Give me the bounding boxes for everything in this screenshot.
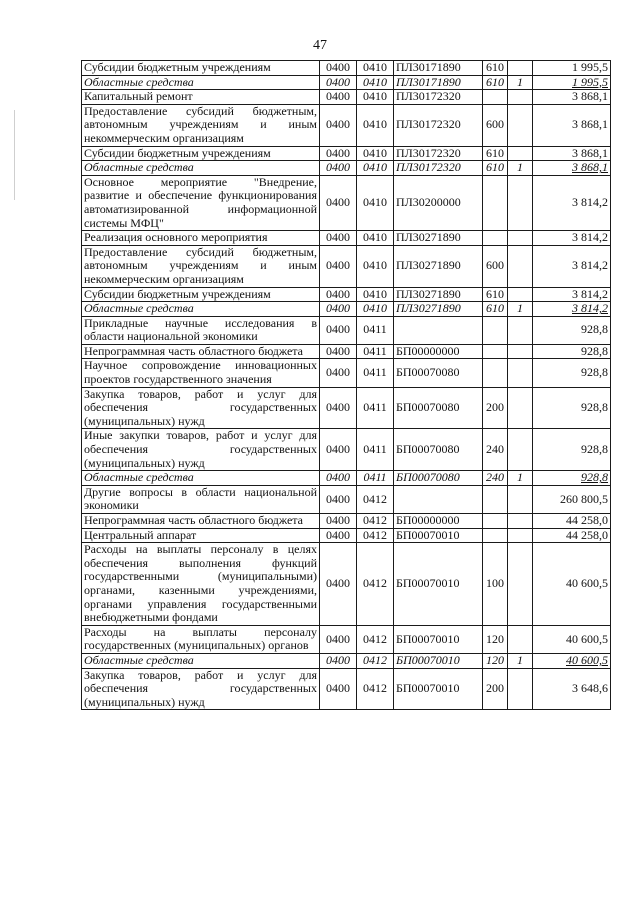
amount-cell: 928,8 xyxy=(533,387,611,429)
amount-cell: 3 648,6 xyxy=(533,668,611,710)
section-code: 0400 xyxy=(320,485,357,513)
target-article-code: ПЛ30172320 xyxy=(394,146,483,161)
row-description: Областные средства xyxy=(82,75,320,90)
funding-source-code xyxy=(508,61,533,76)
amount-cell: 3 814,2 xyxy=(533,302,611,317)
section-code: 0400 xyxy=(320,175,357,230)
section-code: 0400 xyxy=(320,528,357,543)
table-row xyxy=(82,543,611,626)
expense-type-code xyxy=(483,344,508,359)
subsection-code: 0410 xyxy=(357,302,394,317)
target-article-code: БП00070080 xyxy=(394,429,483,471)
amount-cell: 40 600,5 xyxy=(533,653,611,668)
amount-cell: 40 600,5 xyxy=(533,543,611,626)
target-article-code: БП00070080 xyxy=(394,471,483,486)
funding-source-code xyxy=(508,359,533,387)
funding-source-code xyxy=(508,104,533,146)
target-article-code: ПЛ30172320 xyxy=(394,104,483,146)
subsection-code: 0410 xyxy=(357,287,394,302)
row-description: Субсидии бюджетным учреждениям xyxy=(82,287,320,302)
expense-type-code xyxy=(483,359,508,387)
section-code: 0400 xyxy=(320,161,357,176)
target-article-code: ПЛ30171890 xyxy=(394,61,483,76)
row-description: Закупка товаров, работ и услуг для обеспечения государственных (муниципальных) нужд xyxy=(82,668,320,710)
amount-cell: 3 814,2 xyxy=(533,287,611,302)
funding-source-code: 1 xyxy=(508,471,533,486)
amount-cell: 3 814,2 xyxy=(533,245,611,287)
row-description: Основное мероприятие "Внедрение, развитие и обеспечение функционирования автоматизированной информационной системы МФЦ" xyxy=(82,175,320,230)
funding-source-code xyxy=(508,316,533,344)
amount-cell: 3 868,1 xyxy=(533,161,611,176)
section-code: 0400 xyxy=(320,344,357,359)
subsection-code: 0411 xyxy=(357,359,394,387)
funding-source-code xyxy=(508,146,533,161)
table-row xyxy=(82,625,611,653)
subsection-code: 0411 xyxy=(357,471,394,486)
section-code: 0400 xyxy=(320,429,357,471)
row-description: Непрограммная часть областного бюджета xyxy=(82,344,320,359)
funding-source-code xyxy=(508,231,533,246)
funding-source-code: 1 xyxy=(508,653,533,668)
target-article-code xyxy=(394,316,483,344)
table-row xyxy=(82,161,611,176)
expense-type-code: 120 xyxy=(483,625,508,653)
funding-source-code xyxy=(508,344,533,359)
section-code: 0400 xyxy=(320,359,357,387)
row-description: Капитальный ремонт xyxy=(82,90,320,105)
subsection-code: 0411 xyxy=(357,429,394,471)
amount-cell: 3 868,1 xyxy=(533,104,611,146)
subsection-code: 0410 xyxy=(357,245,394,287)
table-row xyxy=(82,90,611,105)
section-code: 0400 xyxy=(320,75,357,90)
target-article-code: БП00000000 xyxy=(394,344,483,359)
funding-source-code xyxy=(508,245,533,287)
target-article-code: БП00070080 xyxy=(394,359,483,387)
table-row xyxy=(82,387,611,429)
amount-cell: 40 600,5 xyxy=(533,625,611,653)
section-code: 0400 xyxy=(320,61,357,76)
page-number: 47 xyxy=(313,38,327,53)
table-row xyxy=(82,75,611,90)
expense-type-code: 600 xyxy=(483,245,508,287)
row-description: Иные закупки товаров, работ и услуг для обеспечения государственных (муниципальных) нужд xyxy=(82,429,320,471)
expense-type-code: 240 xyxy=(483,429,508,471)
section-code: 0400 xyxy=(320,316,357,344)
amount-cell: 1 995,5 xyxy=(533,61,611,76)
row-description: Предоставление субсидий бюджетным, автономным учреждениям и иным некоммерческим организациям xyxy=(82,104,320,146)
subsection-code: 0410 xyxy=(357,104,394,146)
amount-cell: 3 868,1 xyxy=(533,146,611,161)
amount-cell: 1 995,5 xyxy=(533,75,611,90)
expense-type-code: 120 xyxy=(483,653,508,668)
expense-type-code: 610 xyxy=(483,287,508,302)
expense-type-code: 610 xyxy=(483,75,508,90)
row-description: Непрограммная часть областного бюджета xyxy=(82,514,320,529)
expense-type-code: 610 xyxy=(483,302,508,317)
margin-mark xyxy=(14,110,15,200)
amount-cell: 44 258,0 xyxy=(533,514,611,529)
funding-source-code xyxy=(508,485,533,513)
target-article-code: ПЛ30271890 xyxy=(394,231,483,246)
target-article-code: ПЛ30172320 xyxy=(394,161,483,176)
funding-source-code: 1 xyxy=(508,161,533,176)
amount-cell: 928,8 xyxy=(533,429,611,471)
subsection-code: 0412 xyxy=(357,625,394,653)
subsection-code: 0411 xyxy=(357,316,394,344)
table-row xyxy=(82,175,611,230)
amount-cell: 260 800,5 xyxy=(533,485,611,513)
section-code: 0400 xyxy=(320,146,357,161)
expense-type-code: 100 xyxy=(483,543,508,626)
row-description: Расходы на выплаты персоналу в целях обеспечения выполнения функций государственными (муниципальными) органами, казенными учреждениями, органами управления государственными внебюджетными фондами xyxy=(82,543,320,626)
section-code: 0400 xyxy=(320,471,357,486)
target-article-code: ПЛ30171890 xyxy=(394,75,483,90)
funding-source-code xyxy=(508,90,533,105)
expense-type-code: 610 xyxy=(483,161,508,176)
table-row xyxy=(82,104,611,146)
table-row xyxy=(82,514,611,529)
funding-source-code xyxy=(508,514,533,529)
amount-cell: 928,8 xyxy=(533,359,611,387)
funding-source-code xyxy=(508,668,533,710)
funding-source-code xyxy=(508,387,533,429)
table-row xyxy=(82,302,611,317)
row-description: Научное сопровождение инновационных проектов государственного значения xyxy=(82,359,320,387)
table-row xyxy=(82,287,611,302)
row-description: Областные средства xyxy=(82,653,320,668)
table-row xyxy=(82,231,611,246)
section-code: 0400 xyxy=(320,287,357,302)
section-code: 0400 xyxy=(320,543,357,626)
target-article-code: БП00070080 xyxy=(394,387,483,429)
target-article-code: БП00000000 xyxy=(394,514,483,529)
target-article-code: ПЛ30271890 xyxy=(394,245,483,287)
subsection-code: 0412 xyxy=(357,668,394,710)
subsection-code: 0412 xyxy=(357,514,394,529)
subsection-code: 0410 xyxy=(357,90,394,105)
funding-source-code xyxy=(508,625,533,653)
funding-source-code: 1 xyxy=(508,302,533,317)
row-description: Областные средства xyxy=(82,161,320,176)
target-article-code: ПЛ30172320 xyxy=(394,90,483,105)
section-code: 0400 xyxy=(320,231,357,246)
expense-type-code: 610 xyxy=(483,146,508,161)
funding-source-code xyxy=(508,543,533,626)
funding-source-code xyxy=(508,175,533,230)
expense-type-code: 600 xyxy=(483,104,508,146)
row-description: Субсидии бюджетным учреждениям xyxy=(82,146,320,161)
target-article-code: БП00070010 xyxy=(394,528,483,543)
amount-cell: 3 814,2 xyxy=(533,231,611,246)
table-row xyxy=(82,528,611,543)
row-description: Закупка товаров, работ и услуг для обеспечения государственных (муниципальных) нужд xyxy=(82,387,320,429)
expense-type-code xyxy=(483,175,508,230)
amount-cell: 928,8 xyxy=(533,471,611,486)
row-description: Субсидии бюджетным учреждениям xyxy=(82,61,320,76)
expense-type-code: 610 xyxy=(483,61,508,76)
row-description: Расходы на выплаты персоналу государственных (муниципальных) органов xyxy=(82,625,320,653)
funding-source-code xyxy=(508,287,533,302)
expense-type-code: 200 xyxy=(483,387,508,429)
subsection-code: 0412 xyxy=(357,543,394,626)
subsection-code: 0411 xyxy=(357,344,394,359)
table-row xyxy=(82,61,611,76)
section-code: 0400 xyxy=(320,104,357,146)
amount-cell: 928,8 xyxy=(533,316,611,344)
table-row xyxy=(82,316,611,344)
subsection-code: 0410 xyxy=(357,61,394,76)
row-description: Другие вопросы в области национальной экономики xyxy=(82,485,320,513)
subsection-code: 0412 xyxy=(357,653,394,668)
subsection-code: 0410 xyxy=(357,75,394,90)
funding-source-code xyxy=(508,429,533,471)
section-code: 0400 xyxy=(320,245,357,287)
expense-type-code xyxy=(483,316,508,344)
section-code: 0400 xyxy=(320,668,357,710)
subsection-code: 0410 xyxy=(357,146,394,161)
expense-type-code xyxy=(483,514,508,529)
section-code: 0400 xyxy=(320,90,357,105)
target-article-code: ПЛ30200000 xyxy=(394,175,483,230)
row-description: Областные средства xyxy=(82,471,320,486)
table-row xyxy=(82,359,611,387)
expense-type-code xyxy=(483,485,508,513)
target-article-code: БП00070010 xyxy=(394,668,483,710)
table-row xyxy=(82,653,611,668)
subsection-code: 0410 xyxy=(357,231,394,246)
table-row xyxy=(82,668,611,710)
expense-type-code: 200 xyxy=(483,668,508,710)
row-description: Реализация основного мероприятия xyxy=(82,231,320,246)
funding-source-code: 1 xyxy=(508,75,533,90)
target-article-code: ПЛ30271890 xyxy=(394,287,483,302)
target-article-code: ПЛ30271890 xyxy=(394,302,483,317)
table-row xyxy=(82,146,611,161)
target-article-code: БП00070010 xyxy=(394,653,483,668)
target-article-code xyxy=(394,485,483,513)
amount-cell: 928,8 xyxy=(533,344,611,359)
row-description: Областные средства xyxy=(82,302,320,317)
subsection-code: 0410 xyxy=(357,175,394,230)
amount-cell: 3 868,1 xyxy=(533,90,611,105)
budget-table xyxy=(81,60,611,710)
row-description: Прикладные научные исследования в области национальной экономики xyxy=(82,316,320,344)
section-code: 0400 xyxy=(320,302,357,317)
subsection-code: 0410 xyxy=(357,161,394,176)
subsection-code: 0412 xyxy=(357,528,394,543)
table-row xyxy=(82,344,611,359)
section-code: 0400 xyxy=(320,653,357,668)
expense-type-code: 240 xyxy=(483,471,508,486)
target-article-code: БП00070010 xyxy=(394,625,483,653)
row-description: Предоставление субсидий бюджетным, автономным учреждениям и иным некоммерческим организациям xyxy=(82,245,320,287)
expense-type-code xyxy=(483,90,508,105)
expense-type-code xyxy=(483,231,508,246)
table-row xyxy=(82,245,611,287)
expense-type-code xyxy=(483,528,508,543)
table-row xyxy=(82,485,611,513)
amount-cell: 3 814,2 xyxy=(533,175,611,230)
section-code: 0400 xyxy=(320,514,357,529)
subsection-code: 0411 xyxy=(357,387,394,429)
table-row xyxy=(82,471,611,486)
row-description: Центральный аппарат xyxy=(82,528,320,543)
subsection-code: 0412 xyxy=(357,485,394,513)
section-code: 0400 xyxy=(320,625,357,653)
funding-source-code xyxy=(508,528,533,543)
table-row xyxy=(82,429,611,471)
amount-cell: 44 258,0 xyxy=(533,528,611,543)
section-code: 0400 xyxy=(320,387,357,429)
target-article-code: БП00070010 xyxy=(394,543,483,626)
